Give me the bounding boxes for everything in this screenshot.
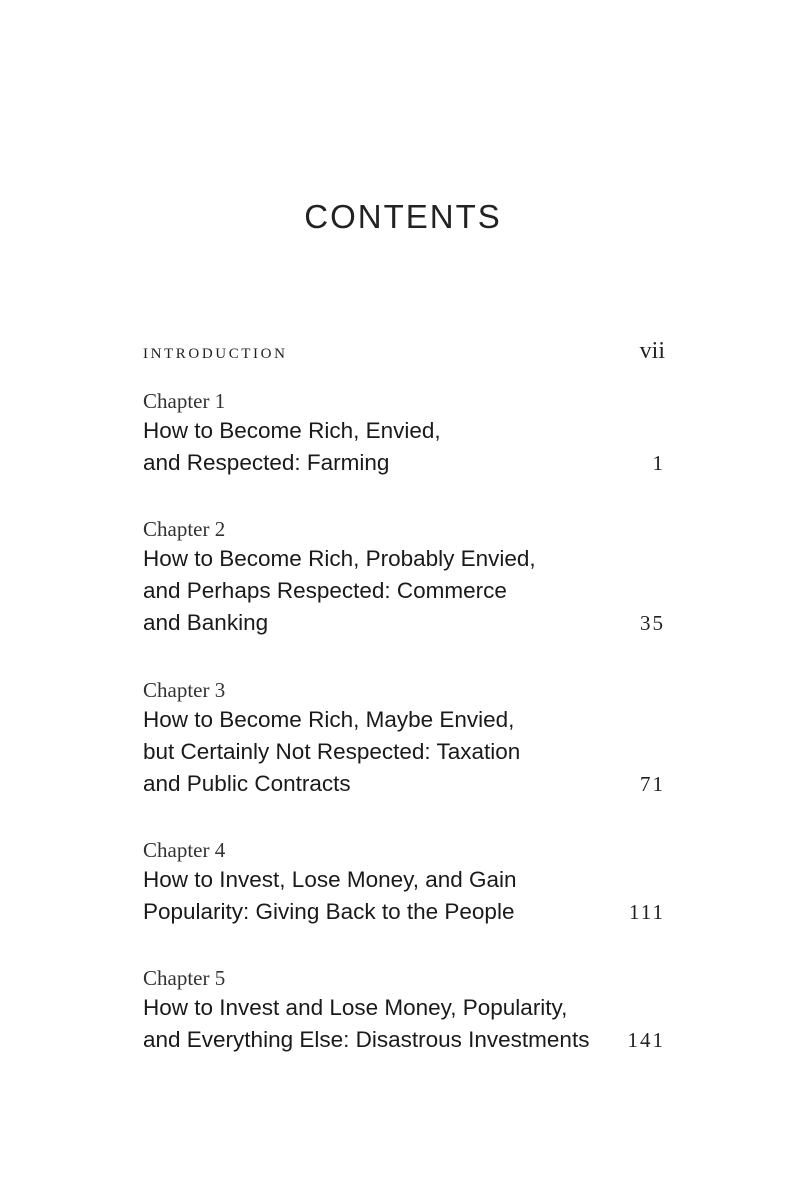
chapter-title: How to Become Rich, Maybe Envied, but Certainly Not Respected: Taxation and Public Contracts (143, 707, 521, 796)
toc-entry-chapter-2[interactable] (143, 515, 665, 639)
toc-entry-introduction[interactable] (143, 338, 665, 370)
toc-entry-chapter-3[interactable] (143, 676, 665, 800)
chapter-title: How to Become Rich, Envied, and Respected: Farming (143, 418, 441, 475)
chapter-label: Chapter 2 (143, 517, 226, 541)
chapter-label: Chapter 4 (143, 838, 226, 862)
chapter-page-number: 1 (652, 451, 665, 475)
chapter-title: How to Invest, Lose Money, and Gain Popularity: Giving Back to the People (143, 867, 517, 924)
toc-entry-chapter-4[interactable] (143, 836, 665, 928)
chapter-page-number: 141 (627, 1028, 665, 1052)
chapter-label: Chapter 3 (143, 678, 226, 702)
chapter-page-number: 111 (629, 900, 665, 924)
toc-entry-chapter-5[interactable] (143, 964, 665, 1056)
chapter-title: How to Become Rich, Probably Envied, and Perhaps Respected: Commerce and Banking (143, 546, 536, 635)
chapter-page-number: 71 (640, 772, 665, 796)
chapter-label: Chapter 5 (143, 966, 226, 990)
chapter-label: Chapter 1 (143, 389, 226, 413)
chapter-title: How to Invest and Lose Money, Popularity, and Everything Else: Disastrous Investments (143, 995, 590, 1052)
chapter-page-number: 35 (640, 611, 665, 635)
introduction-label: INTRODUCTION (143, 346, 288, 362)
page-title: CONTENTS (304, 198, 502, 235)
toc-entry-chapter-1[interactable] (143, 387, 665, 479)
introduction-page-number: vii (639, 338, 665, 364)
